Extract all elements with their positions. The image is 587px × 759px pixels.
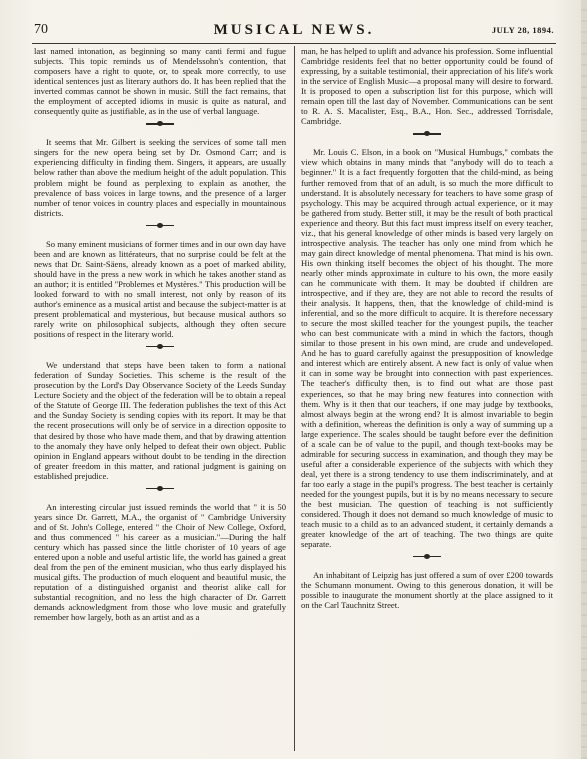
paragraph-elson: Mr. Louis C. Elson, in a book on "Musical Humbugs," combats the view which obtains in many minds that "anybody will do to teach a beginner." It is a fact frequently forgotten that the child-mind, as being further removed from that of an adult, is so much the more difficult to understand. It is absolutely necessary for teachers to have some grasp of psychology. This may be acquired through actual experience, or it may be gathered from study. Better still, it may be the result of both practical experience and theory. But this fact must impress itself on every teacher, viz., that his general knowledge of other minds is based very largely on introspective analysis. The teacher has only one mind from which he may gain direct knowledge of mental phenomena. That mind is his own. His own thinking itself becomes the object of his thought. The more nearly other minds approximate in culture to his own, the more easily can he communicate with them. It may be doubted if children are introspective, and if they are, they are not able to record the results of their analysis. It happens, then, that the knowledge of child-mind is inferential, and so the more difficult to acquire. It is therefore necessary to secure the most skilled teacher for the youngest pupils, the teacher who can best communicate with a mind in which the factors, though similar to those present in his own mind, are crude and undeveloped. And he has to guard carefully against the presupposition of knowledge and interest which are entirely absent. A new fact is only of value when it can in some way be brought into connection with past experiences. The teacher's difficulty then, is to find out what are those past experiences, so that he may bring new features into connection with them. Why is it then that our teachers, if one may judge by textbooks, almost always begin at the wrong end? It is almost invariable to begin with a definition, whereas the definition is only a way of summing up a large experience. The scales should be taught before ever the definition of a scale can be of value to the pupil, and though text-books may be admirable for securing success in examination, and though they may be useful after a considerable experience of the subjects with which they deal, yet there is a strong tendency to use them indiscriminately, and at far too early a stage in the pupil's progress. The best teacher is certainly needed for the youngest pupils, but it is by no means necessary to secure the best musician. The question of teaching is not sufficiently considered. Though it does not demand so much knowledge of music to teach music to a child as to an advanced student, it certainly demands a greater knowledge of the art of teaching. The two things are quite separate. bbox=[301, 147, 553, 550]
left-column bbox=[34, 46, 286, 622]
section-ornament bbox=[413, 554, 441, 559]
header-rule bbox=[32, 43, 556, 44]
section-ornament bbox=[146, 121, 174, 126]
column-divider bbox=[294, 46, 295, 751]
section-ornament bbox=[146, 223, 174, 228]
section-ornament bbox=[146, 344, 174, 349]
masthead-title: MUSICAL NEWS. bbox=[213, 22, 375, 38]
page-edge-shadow bbox=[581, 0, 587, 759]
paragraph-sunday-societies: We understand that steps have been taken to form a national federation of Sunday Societies. This scheme is the result of the prosecution by the Lord's Day Observance Society of the Leeds Sunday Lecture Society and the object of the federation will be to obtain a repeal of the Statute of George III. The federation publishes the text of this Act and the Sunday Society is sending copies with its report. It may be that the recent prosecutions will only be of service in a direction opposite to that desired by those who have made them, and that by drawing attention to the anomaly they have only helped to defeat their own object. Public opinion in England appears without doubt to be tending in the direction of greater freedom in this matter, and rational judgment is gaining on established prejudice. bbox=[34, 360, 286, 481]
right-column bbox=[301, 46, 553, 610]
section-ornament bbox=[146, 486, 174, 491]
paragraph-garrett-continued: man, he has helped to uplift and advance his profession. Some influential Cambridge residents feel that no better opportunity could be found of expressing, by a suitable testimonial, their appreciation of his life's work in the service of English Music—a proposal many will desire to forward. It is proposed to open a subscription list for this purpose, which will remain open till the last day of November. Communications can be sent to R. A. S. Macalister, Esq., B.A., Hon. Sec., addressed Torrisdale, Cambridge. bbox=[301, 46, 553, 127]
page-number: 70 bbox=[34, 22, 48, 37]
paragraph-garrett: An interesting circular just issued reminds the world that " it is 50 years since Dr. Garrett, M.A., the organist of " Cambridge University and of St. John's College, entered " the Choir of New College, Oxford, and thus commenced " his career as a musician."—During the half century which has passed since the little chorister of 10 years of age entered upon a noble and useful artistic life, the world has gained a great deal from the pen of the eminent musician, who thus early displayed his musical gifts. The production of much eloquent and beautiful music, the reputation of a distinguished organist and theorist alike call for substantial recognition, and no less the high character of Dr. Garrett demands acknowledgment from those who love music and gratefully remember how largely, both as an artist and as a bbox=[34, 501, 286, 623]
section-ornament bbox=[413, 131, 441, 136]
paragraph-gilbert: It seems that Mr. Gilbert is seeking the services of some tall men singers for the new opera being set by Dr. Osmond Carr; and is experiencing difficulty in finding them. Singers, it appears, are usually below rather than above the medium height of the adult population. This problem might be found as perplexing to explain as another, the prevalence of bass voices in large towns, and the presence of a larger number of tenor voices in country places and especially in mountainous districts. bbox=[34, 137, 286, 218]
paragraph-leipzig: An inhabitant of Leipzig has just offered a sum of over £200 towards the Schumann monument. Owing to this generous donation, it will be possible to inaugurate the monument shortly at the place assigned to it on the Carl Tauchnitz Street. bbox=[301, 570, 553, 611]
paragraph-saint-saens: So many eminent musicians of former times and in our own day have been and are known as littérateurs, that no surprise could be felt at the news that Dr. Saint-Säens, already known as a poet of marked ability, should have in the press a new work in which he takes another stand as an author; it is entitled "Problemes et Mystères." This production will be looked forward to with no small interest, not only by reason of its author's eminence as a musical artist and because the subject-matter is at present problematical and mysterious, but because musical authors so rarely write on philosophical subjects, although they often secure positions of respect in the literary world. bbox=[34, 238, 286, 340]
page-header bbox=[34, 22, 554, 40]
issue-date: JULY 28, 1894. bbox=[491, 25, 554, 35]
paragraph-intonation: last named intonation, as beginning so many canti fermi and fugue subjects. This topic reminds us of Mendelssohn's contention, that composers have a right to quote, or, to speak more correctly, to use identical sentences just as literary authors do. It has been replied that the inverted commas cannot be shown in music. Still the fact remains, that the employment of accepted idioms in music is quite as natural, and consequently quite as justifiable, as in the use of verbal language. bbox=[34, 46, 286, 117]
